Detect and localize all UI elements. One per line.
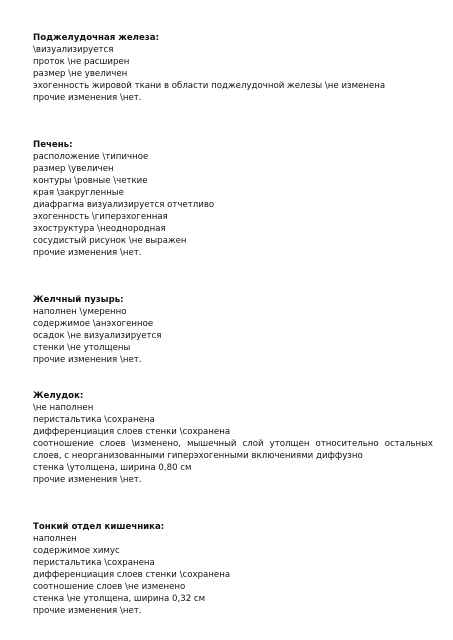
- section-title: Печень:: [33, 140, 73, 150]
- report-line: прочие изменения \нет.: [33, 93, 142, 103]
- report-line: прочие изменения \нет.: [33, 606, 142, 616]
- report-line: края \закругленные: [33, 188, 124, 198]
- section-spacer: [33, 486, 433, 521]
- section-spacer: [33, 259, 433, 294]
- section-small-intestine: [33, 521, 433, 617]
- report-line: \визуализируется: [33, 45, 114, 55]
- section-spacer: [33, 366, 433, 390]
- report-line: стенка \не утолщена, ширина 0,32 см: [33, 594, 206, 604]
- section-pancreas: [33, 32, 433, 104]
- report-line: \не наполнен: [33, 403, 94, 413]
- section-title: Поджелудочная железа:: [33, 33, 160, 43]
- report-line: наполнен: [33, 534, 77, 544]
- report-line: прочие изменения \нет.: [33, 248, 142, 258]
- report-line: прочие изменения \нет.: [33, 355, 142, 365]
- report-line: дифференциация слоев стенки \сохранена: [33, 570, 231, 580]
- report-line: эхогенность жировой ткани в области поджелудочной железы \не изменена: [33, 81, 386, 91]
- document-page: [33, 32, 433, 617]
- report-line: перистальтика \сохранена: [33, 415, 155, 425]
- report-line: соотношение слоев \не изменено: [33, 582, 186, 592]
- report-line: диафрагма визуализируется отчетливо: [33, 200, 215, 210]
- report-line: соотношение слоев \изменено, мышечный слой утолщен относительно остальных слоев, с неорганизованными гиперэхогенными включениями диффузно: [33, 439, 433, 461]
- report-line: осадок \не визуализируется: [33, 331, 162, 341]
- report-line: прочие изменения \нет.: [33, 475, 142, 485]
- section-stomach: [33, 390, 433, 486]
- report-line: перистальтика \сохранена: [33, 558, 155, 568]
- section-spacer: [33, 104, 433, 139]
- report-line: эхоструктура \неоднородная: [33, 224, 166, 234]
- section-gallbladder: [33, 294, 433, 366]
- section-liver: [33, 139, 433, 259]
- report-line: размер \увеличен: [33, 164, 114, 174]
- section-title: Тонкий отдел кишечника:: [33, 522, 165, 532]
- report-line: содержимое химус: [33, 546, 120, 556]
- report-line: стенка \утолщена, ширина 0,80 см: [33, 463, 192, 473]
- report-line: расположение \типичное: [33, 152, 149, 162]
- report-line: проток \не расширен: [33, 57, 130, 67]
- report-line: эхогенность \гиперэхогенная: [33, 212, 168, 222]
- report-line: размер \не увеличен: [33, 69, 128, 79]
- report-line: сосудистый рисунок \не выражен: [33, 236, 187, 246]
- report-line: контуры \ровные \четкие: [33, 176, 148, 186]
- report-line: содержимое \анэхогенное: [33, 319, 154, 329]
- section-title: Желудок:: [33, 391, 84, 401]
- section-title: Желчный пузырь:: [33, 295, 124, 305]
- report-line: дифференциация слоев стенки \сохранена: [33, 427, 231, 437]
- report-line: наполнен \умеренно: [33, 307, 127, 317]
- report-line: стенки \не утолщены: [33, 343, 131, 353]
